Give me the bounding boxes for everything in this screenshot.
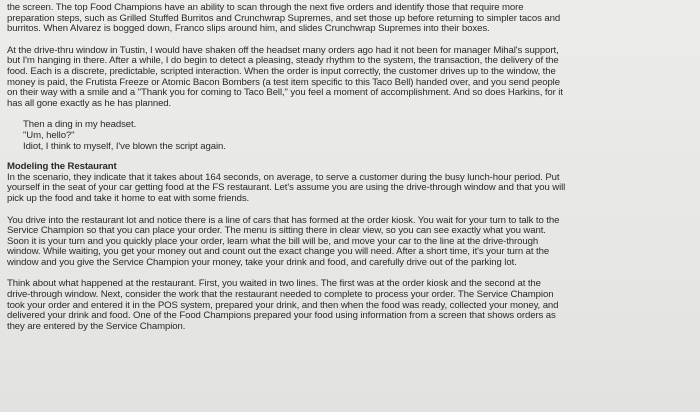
paragraph-scenario: In the scenario, they indicate that it takes about 164 seconds, on average, to serve a customer during the busy lunch-hour period. Put yourself in the seat of your car getting food at the FS restaurant. Let's assume you are using the drive-through window and that you will pick up the food and take it home to eat with some friends. <box>7 171 566 204</box>
paragraph-food-champions: the screen. The top Food Champions have an ability to scan through the next five orders and identify those that require more preparation steps, such as Grilled Stuffed Burritos and Crunchwrap Supremes, and set those up before returning to simpler tacos and burritos. When Alvarez is bogged down, Franco slips around him, and slides Crunchwrap Supremes into their boxes. <box>7 2 561 35</box>
paragraph-think-about: Think about what happened at the restaurant. First, you waited in two lines. The first was at the order kiosk and the second at the drive-through window. Next, consider the work that the restaurant needed to complete to process your order. The Service Champion took your order and entered it in the POS system, prepared your drink, and then when the food was ready, collected your money, and delivered your drink and food. One of the Food Champions prepared your food using information from a screen that shows orders as they are entered by the Service Champion. <box>7 278 559 332</box>
dialogue-line-hello: "Um, hello?" <box>23 129 75 141</box>
paragraph-drive-into-lot: You drive into the restaurant lot and notice there is a line of cars that has formed at the order kiosk. You wait for your turn to talk to the Service Champion so that you can place your order. The menu is sitting there in clear view, so you can see exactly what you want. Soon it is your turn and you quickly place your order, learn what the bill will be, and move your car to the line at the drive-through window. While waiting, you get your money out and count out the exact change you will need. After a short time, it's your turn at the window and you give the Service Champion your money, take your drink and food, and carefully drive out of the parking lot. <box>7 214 560 268</box>
dialogue-line-idiot: Idiot, I think to myself, I've blown the script again. <box>23 140 226 152</box>
document-body <box>7 3 689 343</box>
paragraph-drive-thru-window: At the drive-thru window in Tustin, I would have shaken off the headset many orders ago had it not been for manager Mihal's support, but I'm hanging in there. After a while, I do begin to detect a pleasing, steady rhythm to the system, the transaction, the delivery of the food. Each is a discrete, predictable, scripted interaction. When the order is input correctly, the customer drives up to the window, the money is paid, the Frutista Freeze or Atomic Bacon Bombers (a test item specific to this Taco Bell) handed over, and you send people on their way with a smile and a "Thank you for coming to Taco Bell," you feel a moment of accomplishment. And so does Harkins, for it has all gone exactly as he has planned. <box>7 44 563 109</box>
section-heading: Modeling the Restaurant <box>7 161 117 173</box>
dialogue-line-ding: Then a ding in my headset. <box>23 119 137 131</box>
dialogue-block <box>23 120 689 152</box>
